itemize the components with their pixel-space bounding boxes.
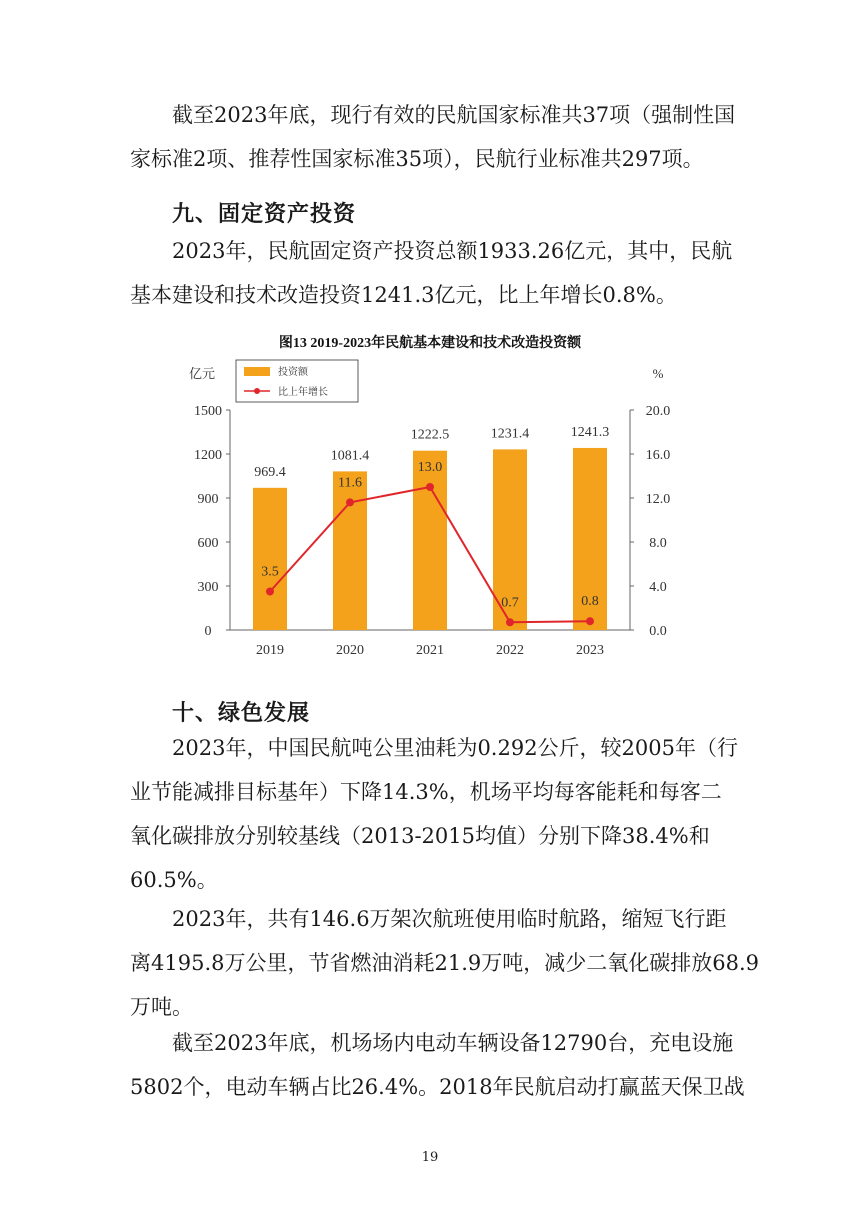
text-line: 2023年，中国民航吨公里油耗为0.292公斤，较2005年（行 bbox=[172, 736, 739, 760]
text-line: 截至2023年底，现行有效的民航国家标准共37项（强制性国 bbox=[172, 103, 736, 127]
text-line: 60.5%。 bbox=[130, 868, 218, 892]
bar-value-label: 969.4 bbox=[254, 464, 286, 480]
y-left-tick-label: 1200 bbox=[194, 448, 222, 463]
paragraph-standards bbox=[130, 93, 736, 181]
growth-value-label: 11.6 bbox=[338, 475, 362, 491]
bar-value-label: 1222.5 bbox=[410, 427, 450, 443]
text-line: 离4195.8万公里，节省燃油消耗21.9万吨，减少二氧化碳排放68.9 bbox=[130, 951, 759, 975]
paragraph-green-1 bbox=[130, 726, 739, 902]
growth-value-label: 3.5 bbox=[261, 564, 279, 580]
x-tick-label: 2022 bbox=[496, 643, 524, 658]
growth-point-2023 bbox=[586, 617, 594, 625]
growth-point-2022 bbox=[506, 618, 514, 626]
y-left-tick-label: 0 bbox=[204, 624, 212, 639]
bar-2019 bbox=[253, 488, 287, 630]
x-tick-label: 2020 bbox=[336, 643, 364, 658]
y-axis-left-label: 亿元 bbox=[188, 366, 216, 381]
bar-2021 bbox=[413, 451, 447, 630]
y-right-tick-label: 8.0 bbox=[649, 536, 667, 551]
text-line: 基本建设和技术改造投资1241.3亿元，比上年增长0.8%。 bbox=[130, 283, 677, 307]
x-tick-label: 2021 bbox=[416, 643, 444, 658]
growth-point-2019 bbox=[266, 588, 274, 596]
text-line: 截至2023年底，机场场内电动车辆设备12790台，充电设施 bbox=[172, 1031, 734, 1055]
page-number: 19 bbox=[421, 1150, 439, 1165]
y-right-tick-label: 4.0 bbox=[649, 580, 667, 595]
legend-label-line: 比上年增长 bbox=[278, 387, 328, 398]
investment-chart bbox=[180, 328, 680, 673]
legend-swatch-marker bbox=[254, 388, 260, 394]
text-line: 2023年，民航固定资产投资总额1933.26亿元，其中，民航 bbox=[172, 239, 733, 263]
paragraph-green-2 bbox=[130, 897, 759, 1029]
y-right-tick-label: 12.0 bbox=[645, 492, 671, 507]
text-line: 家标准2项、推荐性国家标准35项），民航行业标准共297项。 bbox=[130, 147, 704, 171]
paragraph-investment bbox=[130, 229, 733, 317]
growth-value-label: 0.7 bbox=[501, 595, 519, 611]
growth-value-label: 13.0 bbox=[417, 460, 443, 475]
text-line: 万吨。 bbox=[130, 995, 193, 1019]
y-left-tick-label: 1500 bbox=[194, 404, 222, 419]
y-right-tick-label: 0.0 bbox=[649, 624, 667, 639]
growth-point-2021 bbox=[426, 483, 434, 491]
bar-value-label: 1081.4 bbox=[330, 448, 370, 464]
text-line: 5802个，电动车辆占比26.4%。2018年民航启动打赢蓝天保卫战 bbox=[130, 1075, 745, 1099]
section-heading: 十、绿色发展 bbox=[172, 701, 311, 726]
growth-value-label: 0.8 bbox=[581, 594, 599, 610]
x-tick-label: 2019 bbox=[256, 643, 284, 658]
chart-title: 图13 2019-2023年民航基本建设和技术改造投资额 bbox=[278, 336, 582, 351]
y-left-tick-label: 300 bbox=[197, 580, 219, 595]
text-line: 业节能减排目标基年）下降14.3%，机场平均每客能耗和每客二 bbox=[130, 780, 722, 804]
bar-2020 bbox=[333, 471, 367, 630]
text-line: 氧化碳排放分别较基线（2013-2015均值）分别下降38.4%和 bbox=[130, 824, 710, 848]
y-right-tick-label: 20.0 bbox=[645, 404, 671, 419]
y-left-tick-label: 600 bbox=[197, 536, 219, 551]
bar-value-label: 1231.4 bbox=[490, 426, 530, 442]
y-left-tick-label: 900 bbox=[197, 492, 219, 507]
section-heading: 九、固定资产投资 bbox=[172, 202, 357, 227]
y-right-tick-label: 16.0 bbox=[645, 448, 671, 463]
growth-point-2020 bbox=[346, 498, 354, 506]
legend-swatch-bar bbox=[244, 367, 270, 376]
text-line: 2023年，共有146.6万架次航班使用临时航路，缩短飞行距 bbox=[172, 907, 727, 931]
bar-value-label: 1241.3 bbox=[570, 424, 610, 440]
paragraph-green-3 bbox=[130, 1021, 745, 1109]
legend-label-bar: 投资额 bbox=[278, 367, 308, 378]
y-axis-right-label: % bbox=[652, 366, 664, 381]
x-tick-label: 2023 bbox=[576, 643, 604, 658]
